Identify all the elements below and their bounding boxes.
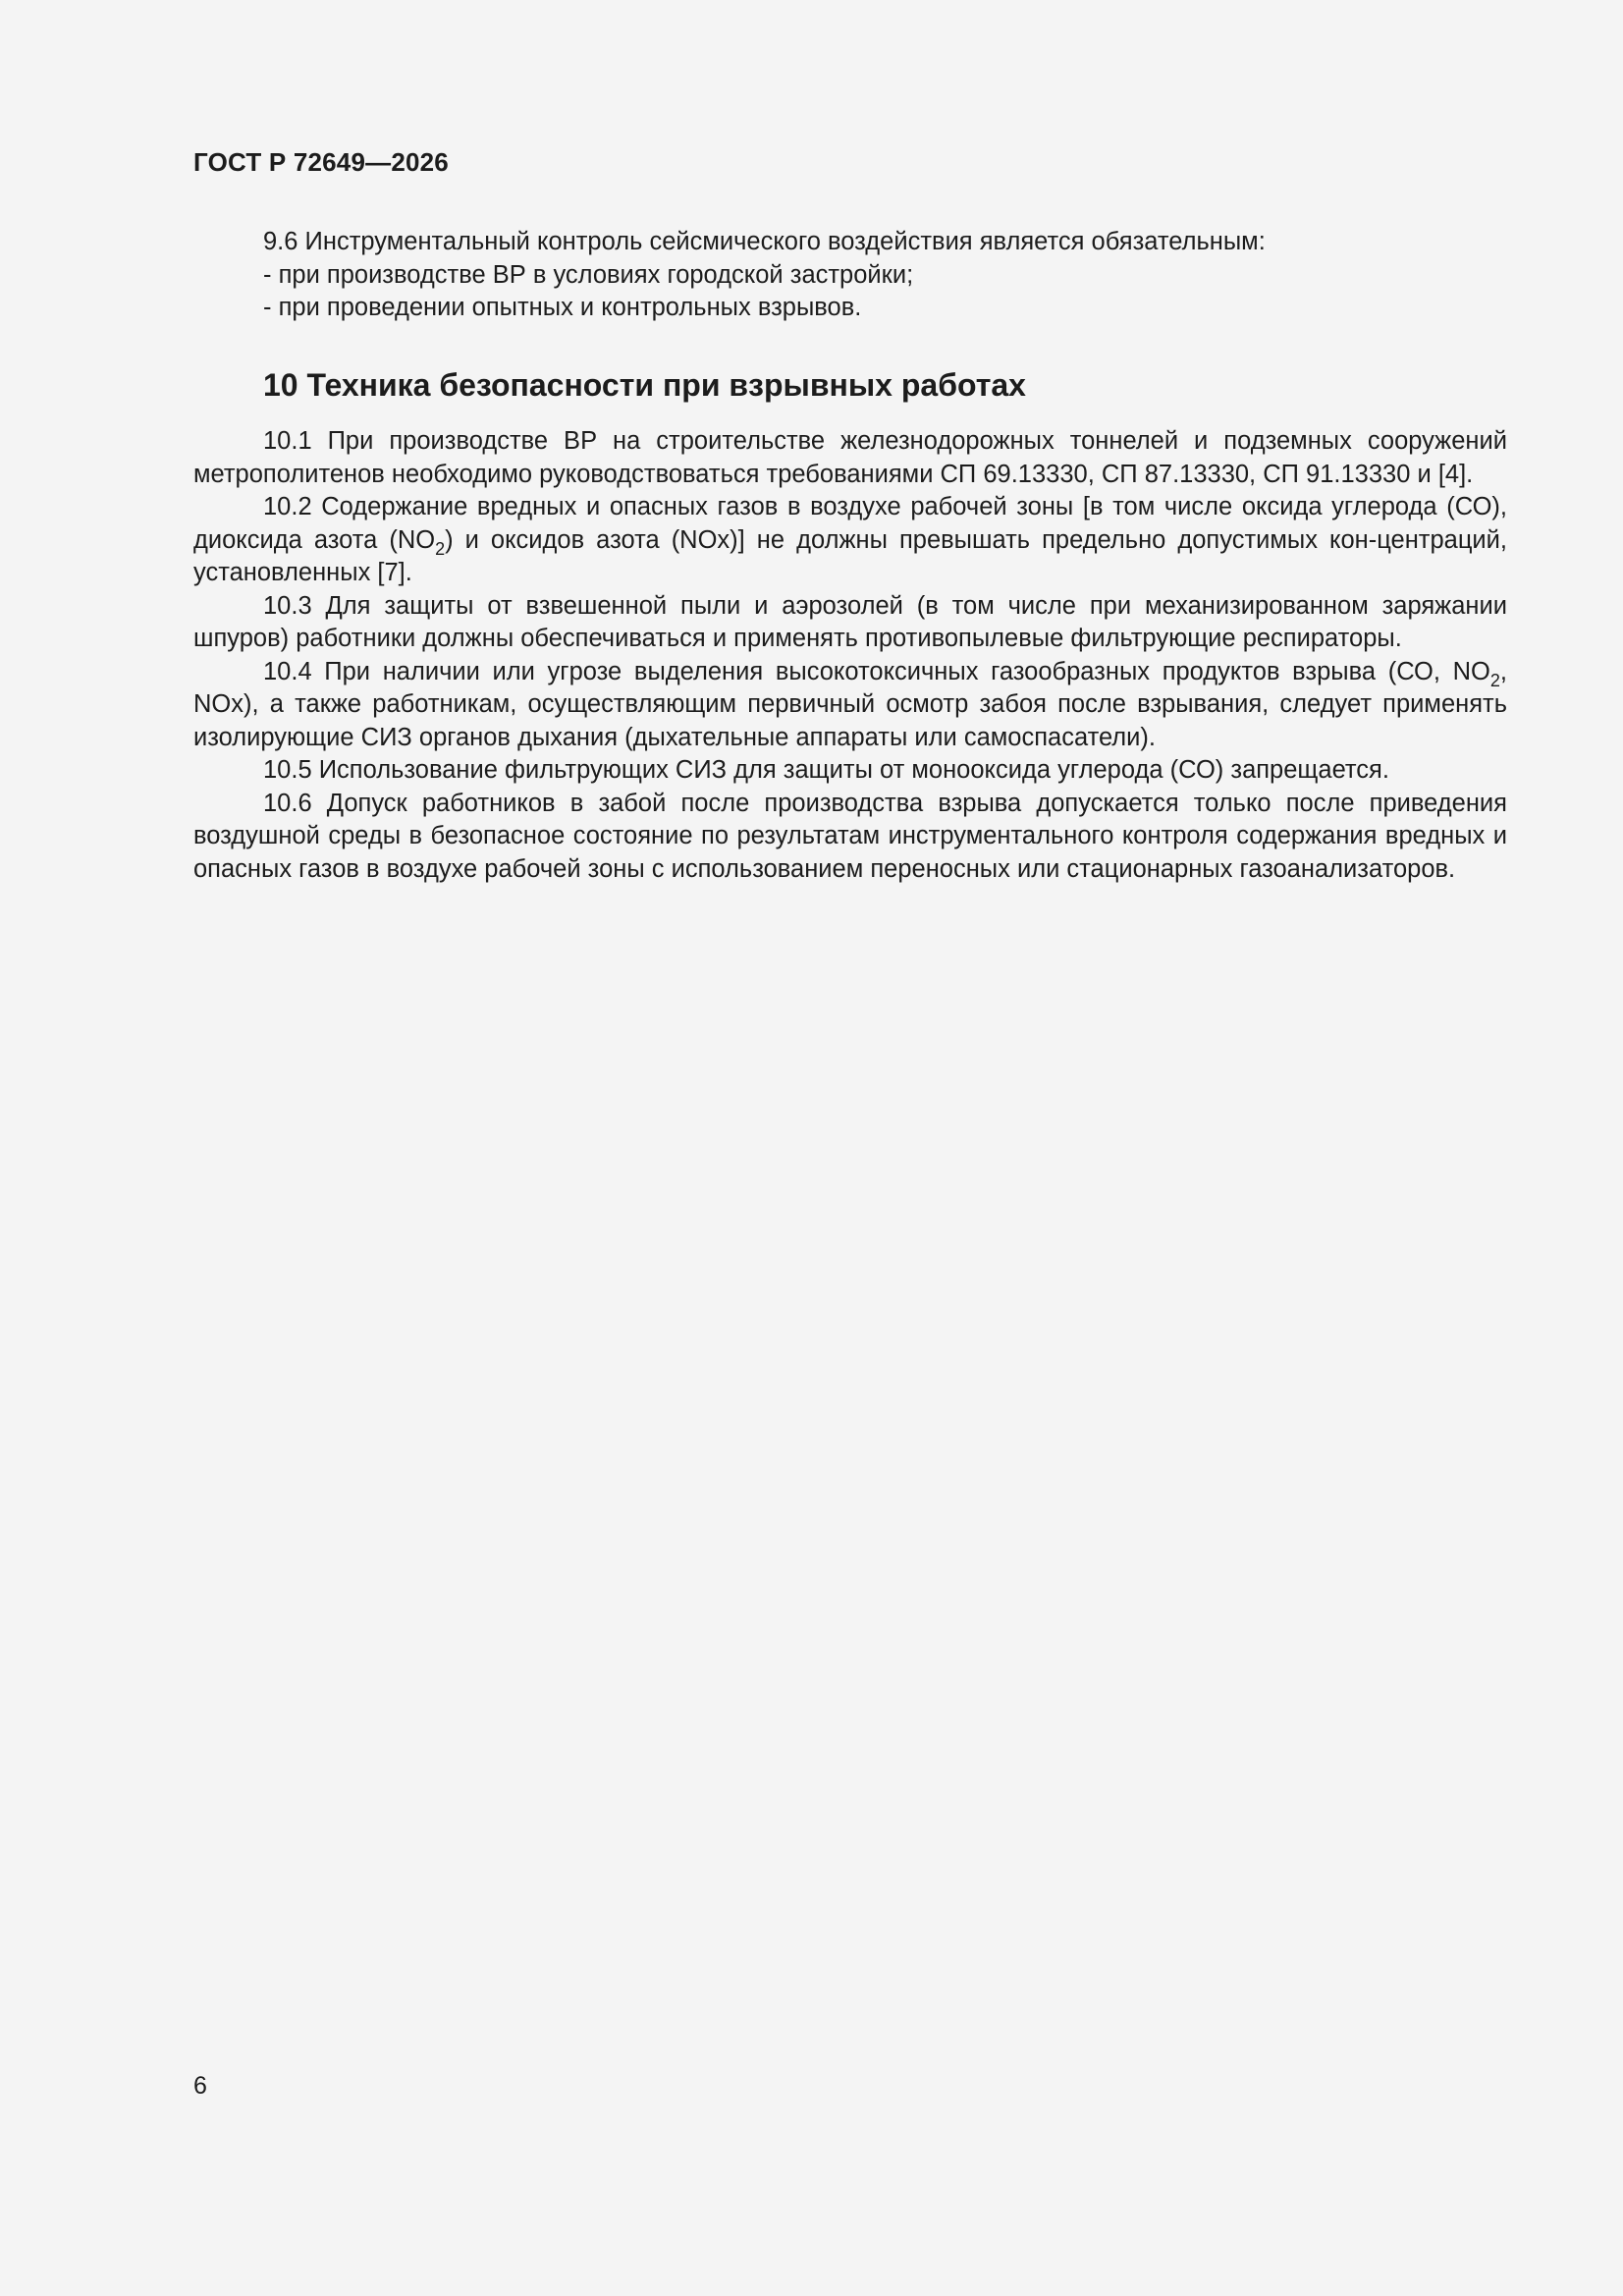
list-item: - при проведении опытных и контрольных взрывов. — [263, 294, 862, 321]
paragraph-10-1: 10.1 При производстве ВР на строительстве железнодорожных тоннелей и подземных сооружений метрополитенов необходимо руководствоваться требованиями СП 69.13330, СП 87.13330, СП 91.13330 и [4]. — [193, 427, 1507, 488]
paragraph-10-4 — [193, 656, 1507, 755]
subscript: 2 — [1489, 670, 1500, 690]
subscript: 2 — [435, 538, 446, 559]
paragraph-text: ) и оксидов азота (NOx)] не должны превышать предельно допустимых кон-центраций, установленных [7]. — [193, 525, 1508, 586]
list-item: - при производстве ВР в условиях городской застройки; — [263, 260, 914, 289]
paragraph-10-5: 10.5 Использование фильтрующих СИЗ для защиты от монооксида углерода (СО) запрещается. — [263, 756, 1389, 784]
paragraph-10-2 — [193, 491, 1507, 590]
document-header: ГОСТ Р 72649—2026 — [193, 147, 449, 177]
paragraph-text: , NOx), а также работникам, осуществляющим первичный осмотр забоя после взрывания, следует применять изолирующие СИЗ органов дыхания (дыхательные аппараты или самоспасатели). — [193, 657, 1507, 751]
paragraph-text: 10.2 Содержание вредных и опасных газов в воздухе рабочей зоны [в том числе оксида углерода (СО), диоксида азота (NO — [193, 493, 1507, 554]
paragraph-10-3: 10.3 Для защиты от взвешенной пыли и аэрозолей (в том числе при механизированном заряжании шпуров) работники должны обеспечиваться и применять противопылевые фильтрующие респираторы. — [193, 591, 1507, 652]
page-number: 6 — [193, 2072, 207, 2100]
paragraph-10-6: 10.6 Допуск работников в забой после производства взрыва допускается только после приведения воздушной среды в безопасное состояние по результатам инструментального контроля содержания вредных и опасных газов в воздухе рабочей зоны с использованием переносных или стационарных газоанализаторов. — [193, 789, 1507, 883]
section-10-body — [193, 425, 1507, 886]
clause-9-6-intro: 9.6 Инструментальный контроль сейсмического воздействия является обязательным: — [263, 228, 1266, 255]
clause-9-6 — [193, 226, 1507, 325]
paragraph-text: 10.4 При наличии или угрозе выделения высокотоксичных газообразных продуктов взрыва (СО, NO — [263, 657, 1490, 685]
section-heading: 10 Техника безопасности при взрывных работах — [263, 367, 1026, 403]
